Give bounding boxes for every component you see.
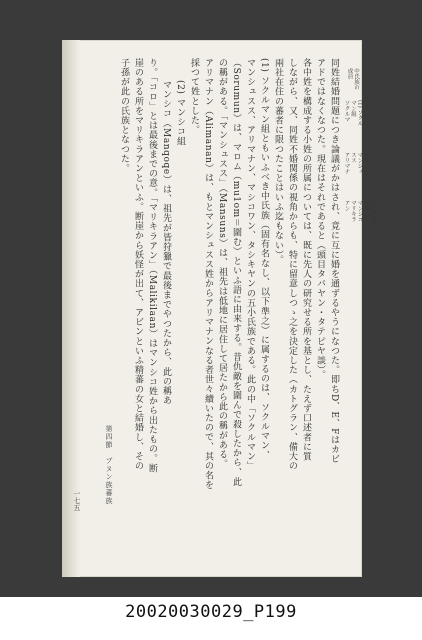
margin-gloss: 中氏族の 成員 <box>346 68 359 90</box>
text-column: 同姓結婚問題につき論議がかはされ、竟に互に婚を通ずるやうになつた。即ちD、E、Fはカビ <box>329 58 339 464</box>
page-number: 一七五 <box>73 490 81 511</box>
text-column: アリマナン（Alimanan）は、もとマンシュスス姓からアリマナンなる者世々續いたので、其の名を <box>203 58 213 490</box>
text-column: (2) マンシコ組 <box>175 80 185 147</box>
running-header: 第四節 ブヌン族蕃族 <box>105 425 113 505</box>
text-column: 各中姓を構成する小姓の所属については、既に先人の研究せる所を基とし、たえず口述者に質 <box>301 58 311 462</box>
margin-gloss: マンシュ スス アリマナ <box>343 152 363 174</box>
margin-gloss: (2) マンシ コ組 マンシコ マリキラ アン <box>343 200 376 227</box>
text-column: マンシコ（Manqoqe）は、祖先が皆狩獵で最後までやつたから、此の稱あ <box>161 80 171 406</box>
text-column: 兩社在住の蕃者に限つたことはいふ迄もない）。 <box>273 58 283 265</box>
margin-gloss: (1) ソクル マン組 ソクルマ <box>343 100 363 127</box>
text-column: マンシュスス、アリマナン、マシコワン、タシキヤンの五小氏族である。此の中「ソクルマン」 <box>245 58 255 471</box>
text-column: 採つて姓とした。 <box>189 58 199 135</box>
text-column: （Sorumun）は、マロム（mu1om＝圍む）といふ語に由来する。昔仇敵を圍んで殺したから、此 <box>231 58 241 487</box>
text-column: り。「コロ」とは最後までの意。「マリキラアン」（Malikilaan）はマンシコ姓から出たもの。断 <box>147 58 157 473</box>
text-column: 子孫が此の氏族となつた。 <box>119 58 129 174</box>
book-page <box>62 40 376 577</box>
text-column: アドではなくなつた。現在はそれであると（頭目タバヤン・タテピヤ談）。 <box>315 58 325 380</box>
text-column: しながら、又、同姓不婚関係の視角からも、特に留意しつゝ之を決定した（カトグラン、備大の <box>287 58 297 471</box>
image-caption: 20020030029_P199 <box>125 602 297 622</box>
text-column: (1) ソクルマン組ともいふべき中氏族（固有名なし、以下準之）に属するのは、ソクルマン、 <box>259 58 269 461</box>
text-column: 崖のある所をマリキラアンといふ。断崖から妖怪が出て、アビンといふ精蕃の女と結婚し、その <box>133 58 143 471</box>
text-column: の稱がある。「マンシュスス」（Mansuns）は、祖先は低地に居住して居たから此の稱がある。 <box>217 58 227 469</box>
